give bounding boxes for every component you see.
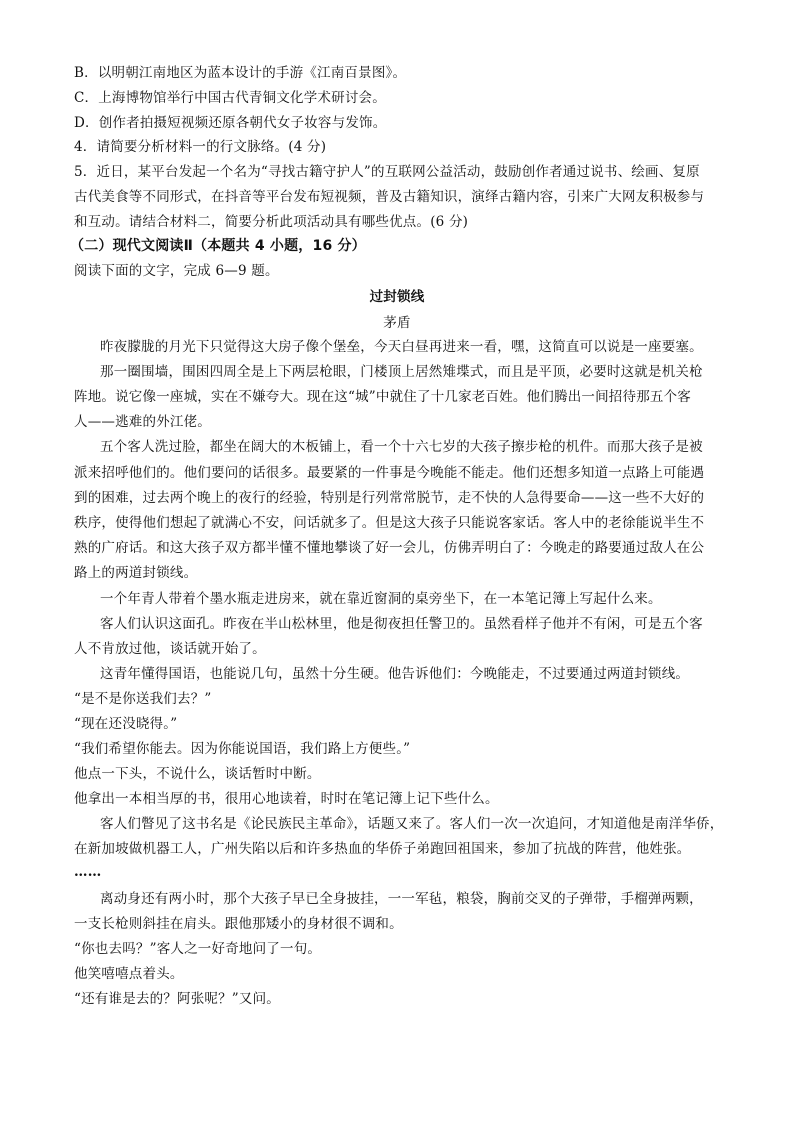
section-instruction: 阅读下面的文字，完成 6—9 题。 — [74, 263, 279, 279]
paragraph-line: 在新加坡做机器工人，广州失陷以后和许多热血的华侨子弟跑回祖国来，参加了抗战的阵营，他姓张。 — [74, 841, 691, 857]
paragraph-line: 客人们瞥见了这书名是《论民族民主革命》，话题又来了。客人们一次一次追问，才知道他是南洋华侨， — [100, 816, 724, 832]
paragraph-line: 这青年懂得国语，也能说几句，虽然十分生硬。他告诉他们：今晚能走，不过要通过两道封锁线。 — [100, 666, 690, 682]
paragraph-line: 那一圈围墙，围困四周全是上下两层枪眼，门楼顶上居然雉堞式，而且是平顶，必要时这就是机关枪 — [100, 364, 703, 380]
paragraph-line: 他笑嘻嘻点着头。 — [74, 966, 184, 982]
section-heading: （二）现代文阅读Ⅱ（本题共 4 小题，16 分） — [70, 238, 366, 254]
paragraph-line: 路上的两道封锁线。 — [74, 565, 198, 581]
dialogue-line: “你也去吗？”客人之一好奇地问了一句。 — [74, 941, 322, 957]
question-4: 4．请简要分析材料一的行文脉络。(4 分) — [74, 139, 327, 155]
dialogue-line: “现在还没晓得。” — [74, 716, 178, 732]
paragraph-line: 到的困难，过去两个晚上的夜行的经验，特别是行列常常脱节，走不快的人急得要命——这一些不大好的 — [74, 490, 705, 506]
article-author: 茅盾 — [383, 315, 411, 331]
paragraph-line: 派来招呼他们的。他们要问的话很多。最要紧的一件事是今晚能不能走。他们还想多知道一点路上可能遇 — [74, 465, 705, 481]
paragraph-line: 五个客人洗过脸，都坐在阔大的木板铺上，看一个十六七岁的大孩子擦步枪的机件。而那大孩子是被 — [100, 439, 703, 455]
dialogue-line: “是不是你送我们去？” — [74, 691, 212, 707]
article-title: 过封锁线 — [369, 289, 425, 305]
paragraph-line: 秩序，使得他们想起了就满心不安，问话就多了。但是这大孩子只能说客家话。客人中的老徐能说半生不 — [74, 515, 705, 531]
paragraph-line: 他拿出一本相当厚的书，很用心地读着，时时在笔记簿上记下些什么。 — [74, 791, 499, 807]
dialogue-line: “还有谁是去的？阿张呢？”又问。 — [74, 991, 281, 1007]
paragraph-line: 他点一下头，不说什么，谈话暂时中断。 — [74, 766, 321, 782]
paragraph-line: 阵地。说它像一座城，实在不嫌夸大。现在这“城”中就住了十几家老百姓。他们腾出一间招待那五个客 — [74, 389, 692, 405]
option-c: C．上海博物馆举行中国古代青铜文化学术研讨会。 — [74, 90, 386, 106]
option-b: B．以明朝江南地区为蓝本设计的手游《江南百景图》。 — [74, 65, 407, 81]
paragraph-line: 昨夜朦胧的月光下只觉得这大房子像个堡垒，今天白昼再进来一看，嘿，这简直可以说是一座要塞。 — [100, 339, 703, 355]
paragraph-line: 人不肯放过他，谈话就开始了。 — [74, 641, 266, 657]
paragraph-line: 一个年青人带着个墨水瓶走进房来，就在靠近窗洞的桌旁坐下，在一本笔记簿上写起什么来。 — [100, 591, 662, 607]
question-5-line-1: 5．近日，某平台发起一个名为“寻找古籍守护人”的互联网公益活动，鼓励创作者通过说书、绘画、复原 — [74, 164, 700, 180]
paragraph-line: 熟的广府话。和这大孩子双方都半懂不懂地攀谈了好一会儿，仿佛弄明白了：今晚走的路要通过敌人在公 — [74, 540, 705, 556]
question-5-line-2: 古代美食等不同形式，在抖音等平台发布短视频，普及古籍知识，演绎古籍内容，引来广大网友积极参与 — [74, 189, 705, 205]
ellipsis: …… — [74, 864, 102, 880]
paragraph-line: 客人们认识这面孔。昨夜在半山松林里，他是彻夜担任警卫的。虽然看样子他并不有闲，可是五个客 — [100, 616, 703, 632]
option-d: D．创作者拍摄短视频还原各朝代女子妆容与发饰。 — [74, 115, 387, 131]
question-5-line-3: 和互动。请结合材料二，简要分析此项活动具有哪些优点。(6 分) — [74, 214, 469, 230]
dialogue-line: “我们希望你能去。因为你能说国语，我们路上方便些。” — [74, 741, 411, 757]
paragraph-line: 一支长枪则斜挂在肩头。跟他那矮小的身材很不调和。 — [74, 916, 403, 932]
paragraph-line: 人——逃难的外江佬。 — [74, 414, 211, 430]
paragraph-line: 离动身还有两小时，那个大孩子早已全身披挂，一一军毡，粮袋，胸前交叉的子弹带，手榴弹两颗， — [100, 891, 703, 907]
